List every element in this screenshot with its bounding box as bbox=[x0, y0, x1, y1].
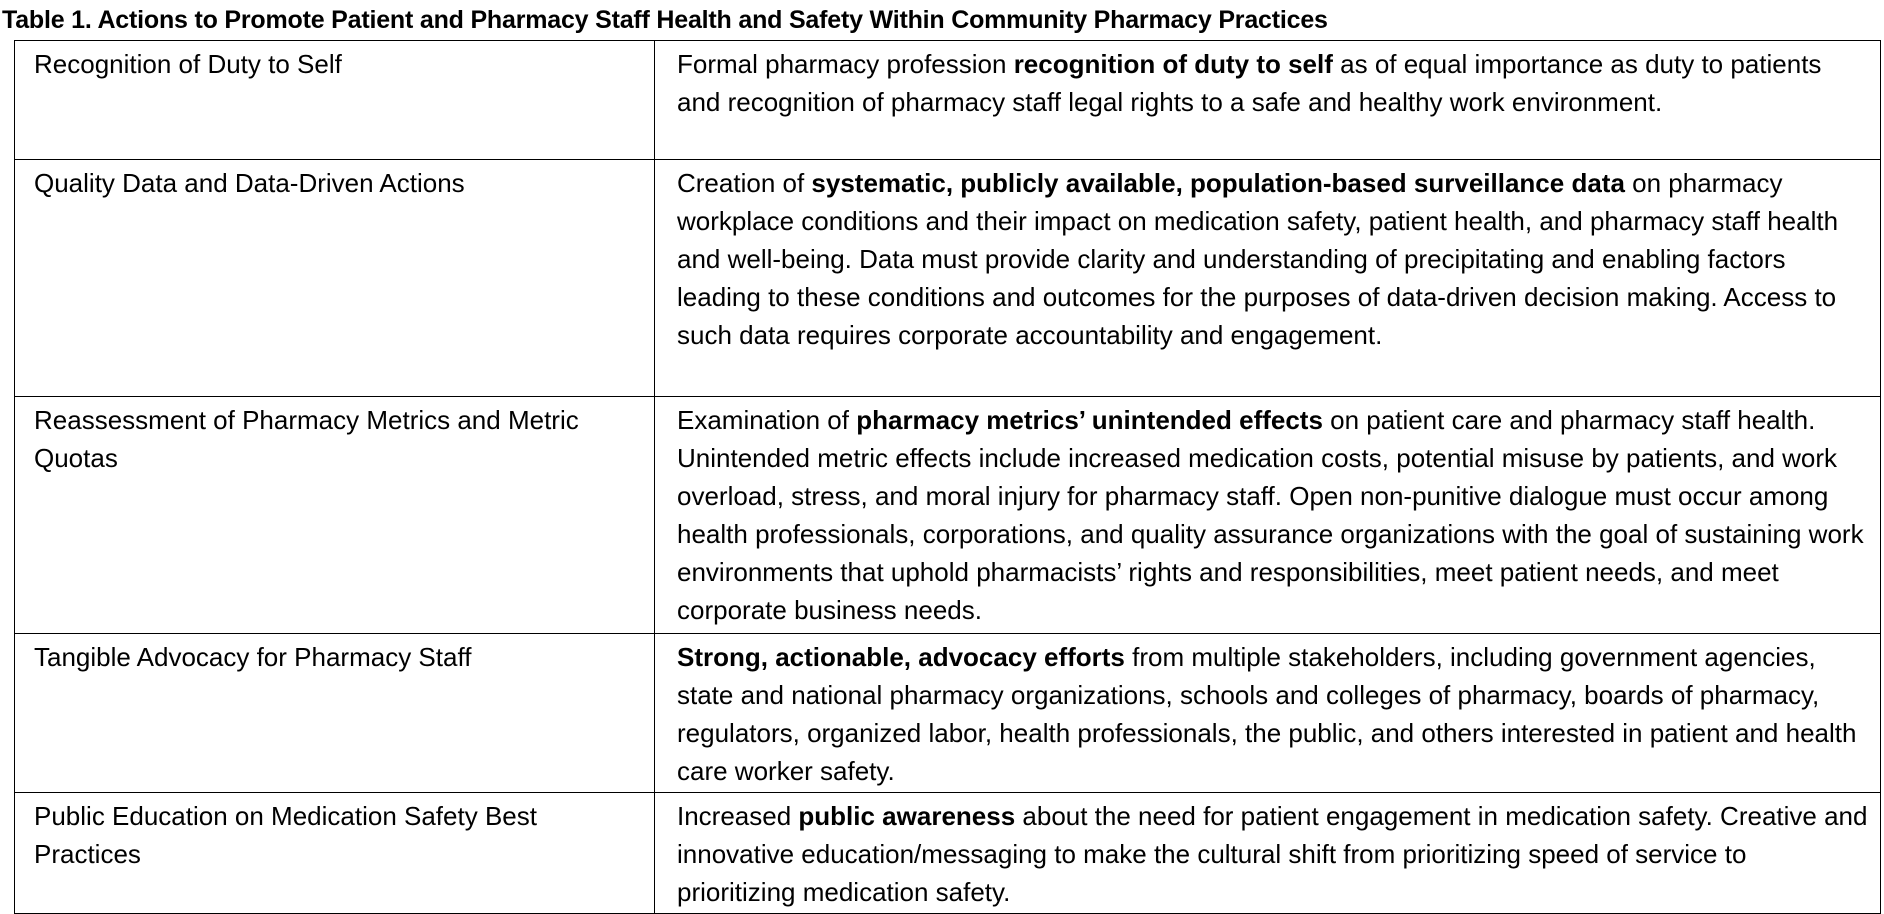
table-row bbox=[15, 634, 1881, 793]
actions-table bbox=[14, 40, 1881, 914]
description-text: about the need for patient engagement in medication safety. Creative and innovative education/messaging to make the cultural shift from prioritizing speed of service to prioritizing medication safety. bbox=[677, 801, 1868, 907]
action-cell: Public Education on Medication Safety Best Practices bbox=[15, 793, 655, 914]
description-text: Examination of bbox=[677, 405, 857, 435]
description-text: Increased bbox=[677, 801, 799, 831]
description-emphasis: systematic, publicly available, population-based surveillance data bbox=[811, 168, 1625, 198]
action-cell: Reassessment of Pharmacy Metrics and Metric Quotas bbox=[15, 397, 655, 634]
description-cell bbox=[655, 634, 1881, 793]
description-cell bbox=[655, 397, 1881, 634]
table-row bbox=[15, 397, 1881, 634]
table-title: Table 1. Actions to Promote Patient and Pharmacy Staff Health and Safety Within Community Pharmacy Practices bbox=[2, 6, 1328, 34]
description-text: on patient care and pharmacy staff health. Unintended metric effects include increased medication costs, potential misuse by patients, and work overload, stress, and moral injury for pharmacy staff. Open non-punitive dialogue must occur among health professionals, corporations, and quality assurance organizations with the goal of sustaining work environments that uphold pharmacists’ rights and responsibilities, meet patient needs, and meet corporate business needs. bbox=[677, 405, 1864, 625]
description-emphasis: pharmacy metrics’ unintended effects bbox=[856, 405, 1323, 435]
action-cell: Tangible Advocacy for Pharmacy Staff bbox=[15, 634, 655, 793]
description-cell bbox=[655, 160, 1881, 397]
description-text: on pharmacy workplace conditions and their impact on medication safety, patient health, and pharmacy staff health and well-being. Data must provide clarity and understanding of precipitating and enabling factors leading to these conditions and outcomes for the purposes of data-driven decision making. Access to such data requires corporate accountability and engagement. bbox=[677, 168, 1839, 350]
action-cell: Recognition of Duty to Self bbox=[15, 41, 655, 160]
description-text: as of equal importance as duty to patients and recognition of pharmacy staff legal rights to a safe and healthy work environment. bbox=[677, 49, 1822, 117]
description-emphasis: Strong, actionable, advocacy efforts bbox=[677, 642, 1125, 672]
description-text: from multiple stakeholders, including government agencies, state and national pharmacy organizations, schools and colleges of pharmacy, boards of pharmacy, regulators, organized labor, health professionals, the public, and others interested in patient and health care worker safety. bbox=[677, 642, 1857, 786]
action-cell: Quality Data and Data-Driven Actions bbox=[15, 160, 655, 397]
description-text: Creation of bbox=[677, 168, 812, 198]
description-emphasis: recognition of duty to self bbox=[1013, 49, 1333, 79]
table-row bbox=[15, 793, 1881, 914]
table-row bbox=[15, 160, 1881, 397]
description-text: Formal pharmacy profession bbox=[677, 49, 1014, 79]
description-cell bbox=[655, 793, 1881, 914]
table-row bbox=[15, 41, 1881, 160]
description-cell bbox=[655, 41, 1881, 160]
description-emphasis: public awareness bbox=[798, 801, 1016, 831]
